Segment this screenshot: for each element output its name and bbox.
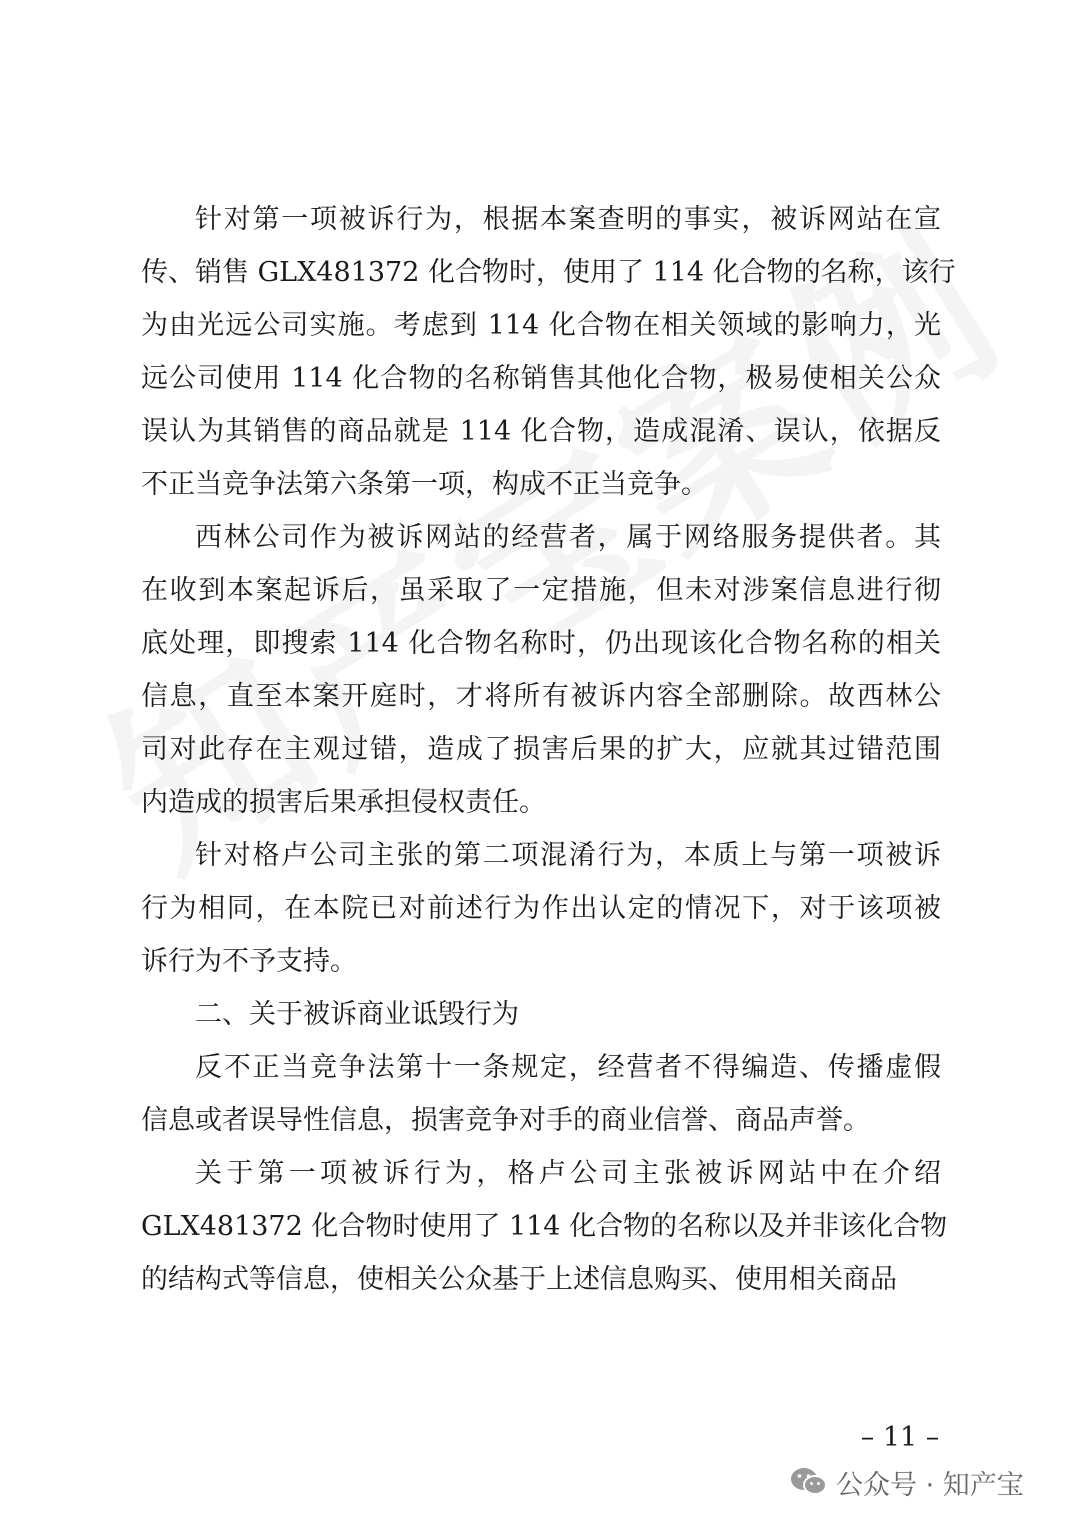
- text-line: 误认为其销售的商品就是 114 化合物，造成混淆、误认，依据反: [141, 416, 941, 447]
- text-line: 诉行为不予支持。: [141, 946, 357, 977]
- text-line: 的结构式等信息，使相关公众基于上述信息购买、使用相关商品: [141, 1264, 897, 1295]
- text-line: 针对第一项被诉行为，根据本案查明的事实，被诉网站在宣: [195, 204, 941, 235]
- text-line: 为由光远公司实施。考虑到 114 化合物在相关领域的影响力，光: [141, 310, 941, 341]
- source-label: 公众号 · 知产宝: [836, 1469, 1024, 1501]
- text-line: 内造成的损害后果承担侵权责任。: [141, 787, 546, 818]
- page-number: – 11 –: [860, 1422, 940, 1453]
- text-line: 司对此存在主观过错，造成了损害后果的扩大，应就其过错范围: [141, 734, 941, 765]
- text-line: 远公司使用 114 化合物的名称销售其他化合物，极易使相关公众: [141, 363, 941, 394]
- text-line: 反不正当竞争法第十一条规定，经营者不得编造、传播虚假: [195, 1052, 941, 1083]
- text-line: 传、销售 GLX481372 化合物时，使用了 114 化合物的名称，该行: [141, 257, 956, 288]
- text-line: 关于第一项被诉行为，格卢公司主张被诉网站中在介绍: [195, 1158, 941, 1189]
- text-line: 二、关于被诉商业诋毁行为: [195, 999, 519, 1030]
- text-line: 西林公司作为被诉网站的经营者，属于网络服务提供者。其: [195, 522, 941, 553]
- text-line: 底处理，即搜索 114 化合物名称时，仍出现该化合物名称的相关: [141, 628, 941, 659]
- wechat-icon: [790, 1466, 828, 1498]
- text-line: 信息或者误导性信息，损害竞争对手的商业信誉、商品声誉。: [141, 1105, 870, 1136]
- text-line: 行为相同，在本院已对前述行为作出认定的情况下，对于该项被: [141, 893, 941, 924]
- text-line: 不正当竞争法第六条第一项，构成不正当竞争。: [141, 469, 708, 500]
- text-line: GLX481372 化合物时使用了 114 化合物的名称以及并非该化合物: [141, 1211, 948, 1242]
- document-body: [141, 193, 956, 1306]
- text-line: 在收到本案起诉后，虽采取了一定措施，但未对涉案信息进行彻: [141, 575, 941, 606]
- text-line: 信息，直至本案开庭时，才将所有被诉内容全部删除。故西林公: [141, 681, 941, 712]
- source-attribution[interactable]: [790, 1458, 1024, 1506]
- text-line: 针对格卢公司主张的第二项混淆行为，本质上与第一项被诉: [195, 840, 941, 871]
